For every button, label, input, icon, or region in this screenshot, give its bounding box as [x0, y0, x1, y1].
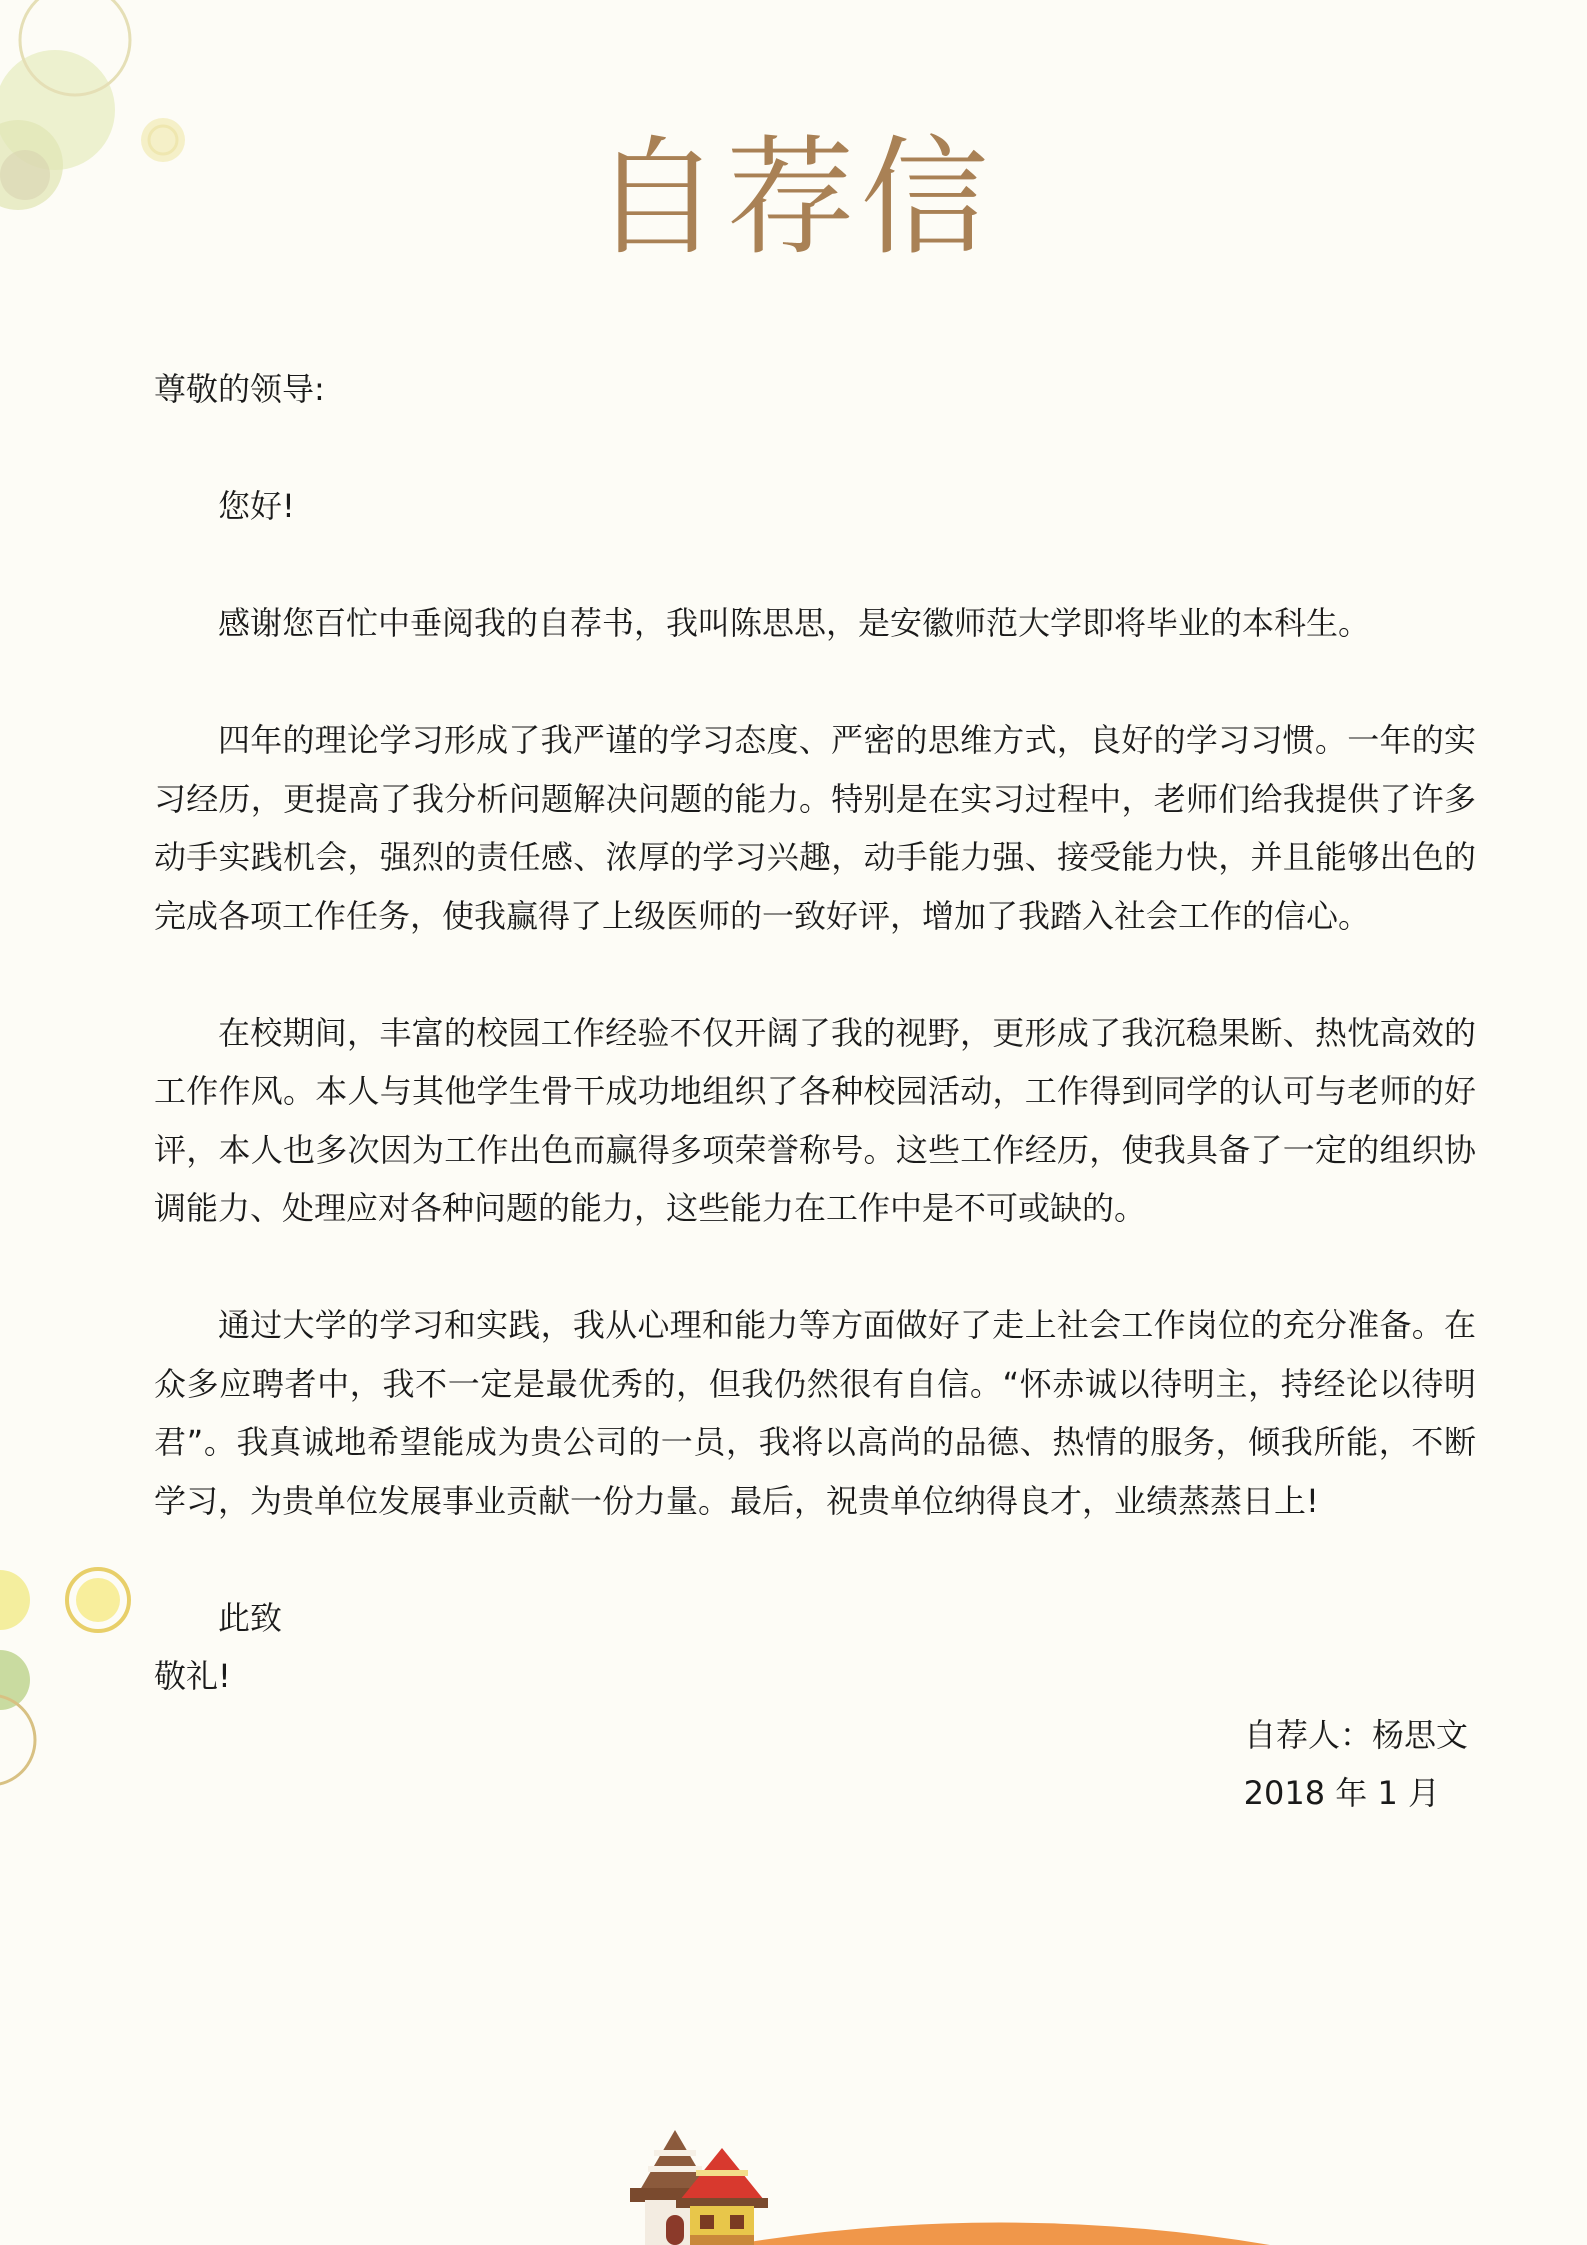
- left-bubbles-decoration: [0, 1569, 129, 1785]
- letter-greeting: 您好!: [218, 487, 295, 525]
- orange-hill-decoration: [730, 2223, 1270, 2245]
- signature: 自荐人：杨思文: [1243, 1716, 1468, 1754]
- closing-line-2: 敬礼!: [154, 1657, 231, 1695]
- letter-salutation: 尊敬的领导:: [154, 370, 325, 408]
- closing-line-1: 此致: [218, 1598, 283, 1637]
- signature-date: 2018 年 1 月: [1243, 1774, 1440, 1812]
- paragraph-1: 感谢您百忙中垂阅我的自荐书，我叫陈思思，是安徽师范大学即将毕业的本科生。: [218, 604, 1371, 642]
- letter-title: 自荐信: [592, 124, 995, 273]
- letter-body: [154, 360, 1476, 1706]
- houses-decoration: [630, 2130, 768, 2245]
- paragraph-4: 通过大学的学习和实践，我从心理和能力等方面做好了走上社会工作岗位的充分准备。在众多应聘者中，我不一定是最优秀的，但我仍然很有自信。“怀赤诚以待明主，持经论以待明君”。我真诚地希望能成为贵公司的一员，我将以高尚的品德、热情的服务，倾我所能，不断学习，为贵单位发展事业贡献一份力量。最后，祝贵单位纳得良才，业绩蒸蒸日上!: [154, 1306, 1476, 1520]
- paragraph-3: 在校期间，丰富的校园工作经验不仅开阔了我的视野，更形成了我沉稳果断、热忱高效的工作作风。本人与其他学生骨干成功地组织了各种校园活动，工作得到同学的认可与老师的好评，本人也多次因为工作出色而赢得多项荣誉称号。这些工作经历，使我具备了一定的组织协调能力、处理应对各种问题的能力，这些能力在工作中是不可或缺的。: [154, 1013, 1476, 1227]
- paragraph-2: 四年的理论学习形成了我严谨的学习态度、严密的思维方式，良好的学习习惯。一年的实习经历，更提高了我分析问题解决问题的能力。特别是在实习过程中，老师们给我提供了许多动手实践机会，强烈的责任感、浓厚的学习兴趣，动手能力强、接受能力快，并且能够出色的完成各项工作任务，使我赢得了上级医师的一致好评，增加了我踏入社会工作的信心。: [154, 721, 1476, 935]
